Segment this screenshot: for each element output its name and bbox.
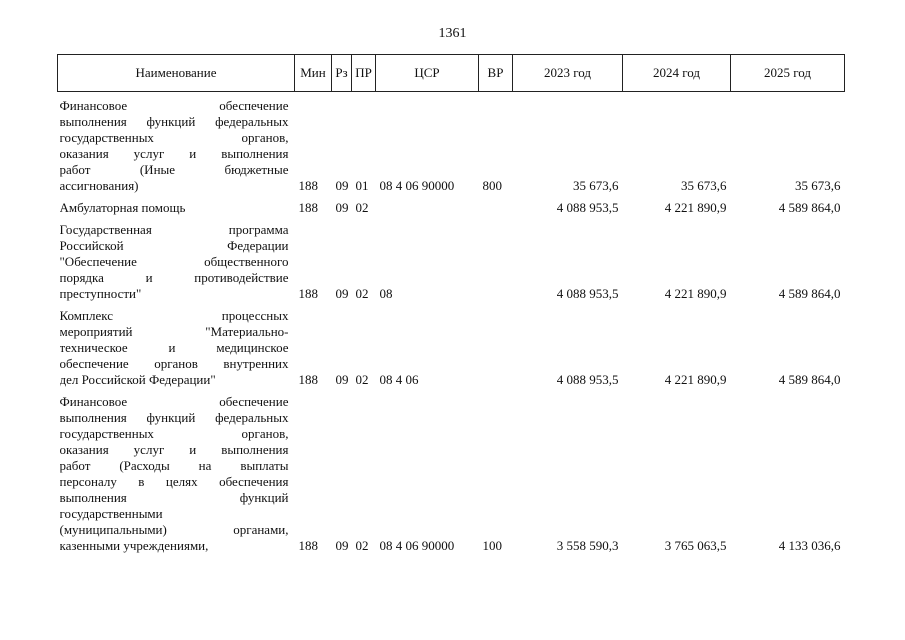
row-name-line: государственными xyxy=(59,506,163,521)
row-name-line: Финансовое обеспечение xyxy=(59,394,289,409)
page-number: 1361 xyxy=(438,26,467,41)
table-row xyxy=(58,308,845,388)
row-min-cell: 188 xyxy=(298,178,318,193)
row-csr-cell: 08 4 06 90000 xyxy=(379,538,455,553)
row-name-line: преступности" xyxy=(59,286,142,301)
header-2024: 2024 год xyxy=(623,55,731,92)
row-y2024-cell: 4 221 890,9 xyxy=(664,200,727,215)
row-pr-cell: 02 xyxy=(355,372,369,387)
row-name-line: техническое и медицинское xyxy=(59,340,289,355)
table-header-row xyxy=(58,55,845,92)
row-y2023-cell: 3 558 590,3 xyxy=(556,538,619,553)
row-name-line: (муниципальными) органами, xyxy=(59,522,289,537)
row-y2024-cell: 4 221 890,9 xyxy=(664,372,727,387)
row-vr-cell xyxy=(479,308,513,388)
row-name-line: "Обеспечение общественного xyxy=(59,254,289,269)
row-y2024-cell: 35 673,6 xyxy=(681,178,727,193)
row-name-line: Финансовое обеспечение xyxy=(59,98,289,113)
row-name-line: Российской Федерации xyxy=(59,238,289,253)
row-pr-cell: 01 xyxy=(355,178,369,193)
row-name-cell xyxy=(58,308,295,388)
row-name-line: государственных органов, xyxy=(59,130,289,145)
row-vr-cell: 800 xyxy=(482,178,502,193)
row-csr-cell: 08 4 06 90000 xyxy=(379,178,455,193)
row-name-line: оказания услуг и выполнения xyxy=(59,146,289,161)
row-rz-cell: 09 xyxy=(335,200,349,215)
row-y2023-cell: 4 088 953,5 xyxy=(556,286,619,301)
row-y2025-cell: 35 673,6 xyxy=(795,178,841,193)
row-name-line: выполнения функций xyxy=(59,490,289,505)
row-y2025-cell: 4 589 864,0 xyxy=(778,372,841,387)
row-name-cell xyxy=(58,200,295,216)
row-y2023-cell: 4 088 953,5 xyxy=(556,200,619,215)
row-y2025-cell: 4 589 864,0 xyxy=(778,286,841,301)
row-y2024-cell: 3 765 063,5 xyxy=(664,538,727,553)
row-name-line: персоналу в целях обеспечения xyxy=(59,474,289,489)
table-row xyxy=(58,394,845,554)
table-row xyxy=(58,222,845,302)
row-name-cell xyxy=(58,222,295,302)
row-name-line: выполнения функций федеральных xyxy=(59,410,289,425)
row-name-line: государственных органов, xyxy=(59,426,289,441)
row-y2025-cell: 4 133 036,6 xyxy=(778,538,841,553)
header-csr: ЦСР xyxy=(376,55,479,92)
row-pr-cell: 02 xyxy=(355,538,369,553)
row-y2023-cell: 35 673,6 xyxy=(573,178,619,193)
row-rz-cell: 09 xyxy=(335,286,349,301)
row-name-line: выполнения функций федеральных xyxy=(59,114,289,129)
row-pr-cell: 02 xyxy=(355,200,369,215)
row-rz-cell: 09 xyxy=(335,372,349,387)
row-y2023-cell: 4 088 953,5 xyxy=(556,372,619,387)
header-2023: 2023 год xyxy=(513,55,623,92)
row-rz-cell: 09 xyxy=(335,178,349,193)
row-rz-cell: 09 xyxy=(335,538,349,553)
header-min: Мин xyxy=(295,55,332,92)
row-name-line: Государственная программа xyxy=(59,222,289,237)
budget-table xyxy=(57,54,845,554)
row-name-line: Амбулаторная помощь xyxy=(59,200,186,215)
row-csr-cell xyxy=(376,200,479,216)
header-pr: ПР xyxy=(352,55,376,92)
row-name-cell xyxy=(58,394,295,554)
row-vr-cell xyxy=(479,222,513,302)
row-min-cell: 188 xyxy=(298,538,318,553)
row-vr-cell: 100 xyxy=(482,538,502,553)
row-csr-cell: 08 xyxy=(379,286,393,301)
header-2025: 2025 год xyxy=(731,55,845,92)
row-name-line: Комплекс процессных xyxy=(59,308,289,323)
table-row xyxy=(58,200,845,216)
row-name-line: порядка и противодействие xyxy=(59,270,289,285)
row-name-line: оказания услуг и выполнения xyxy=(59,442,289,457)
header-rz: Рз xyxy=(332,55,352,92)
header-vr: ВР xyxy=(479,55,513,92)
row-pr-cell: 02 xyxy=(355,286,369,301)
row-min-cell: 188 xyxy=(298,286,318,301)
row-min-cell: 188 xyxy=(298,372,318,387)
row-name-line: дел Российской Федерации" xyxy=(59,372,216,387)
row-csr-cell: 08 4 06 xyxy=(379,372,419,387)
row-y2025-cell: 4 589 864,0 xyxy=(778,200,841,215)
header-name: Наименование xyxy=(58,55,295,92)
row-min-cell: 188 xyxy=(298,200,318,215)
row-vr-cell xyxy=(479,200,513,216)
row-name-line: работ (Расходы на выплаты xyxy=(59,458,289,473)
table-body xyxy=(58,92,845,555)
row-name-line: казенными учреждениями, xyxy=(59,538,209,553)
row-name-line: работ (Иные бюджетные xyxy=(59,162,289,177)
row-name-line: мероприятий "Материально- xyxy=(59,324,289,339)
row-name-cell xyxy=(58,98,295,194)
table-row xyxy=(58,98,845,194)
row-name-line: обеспечение органов внутренних xyxy=(59,356,289,371)
row-y2024-cell: 4 221 890,9 xyxy=(664,286,727,301)
row-name-line: ассигнования) xyxy=(59,178,139,193)
